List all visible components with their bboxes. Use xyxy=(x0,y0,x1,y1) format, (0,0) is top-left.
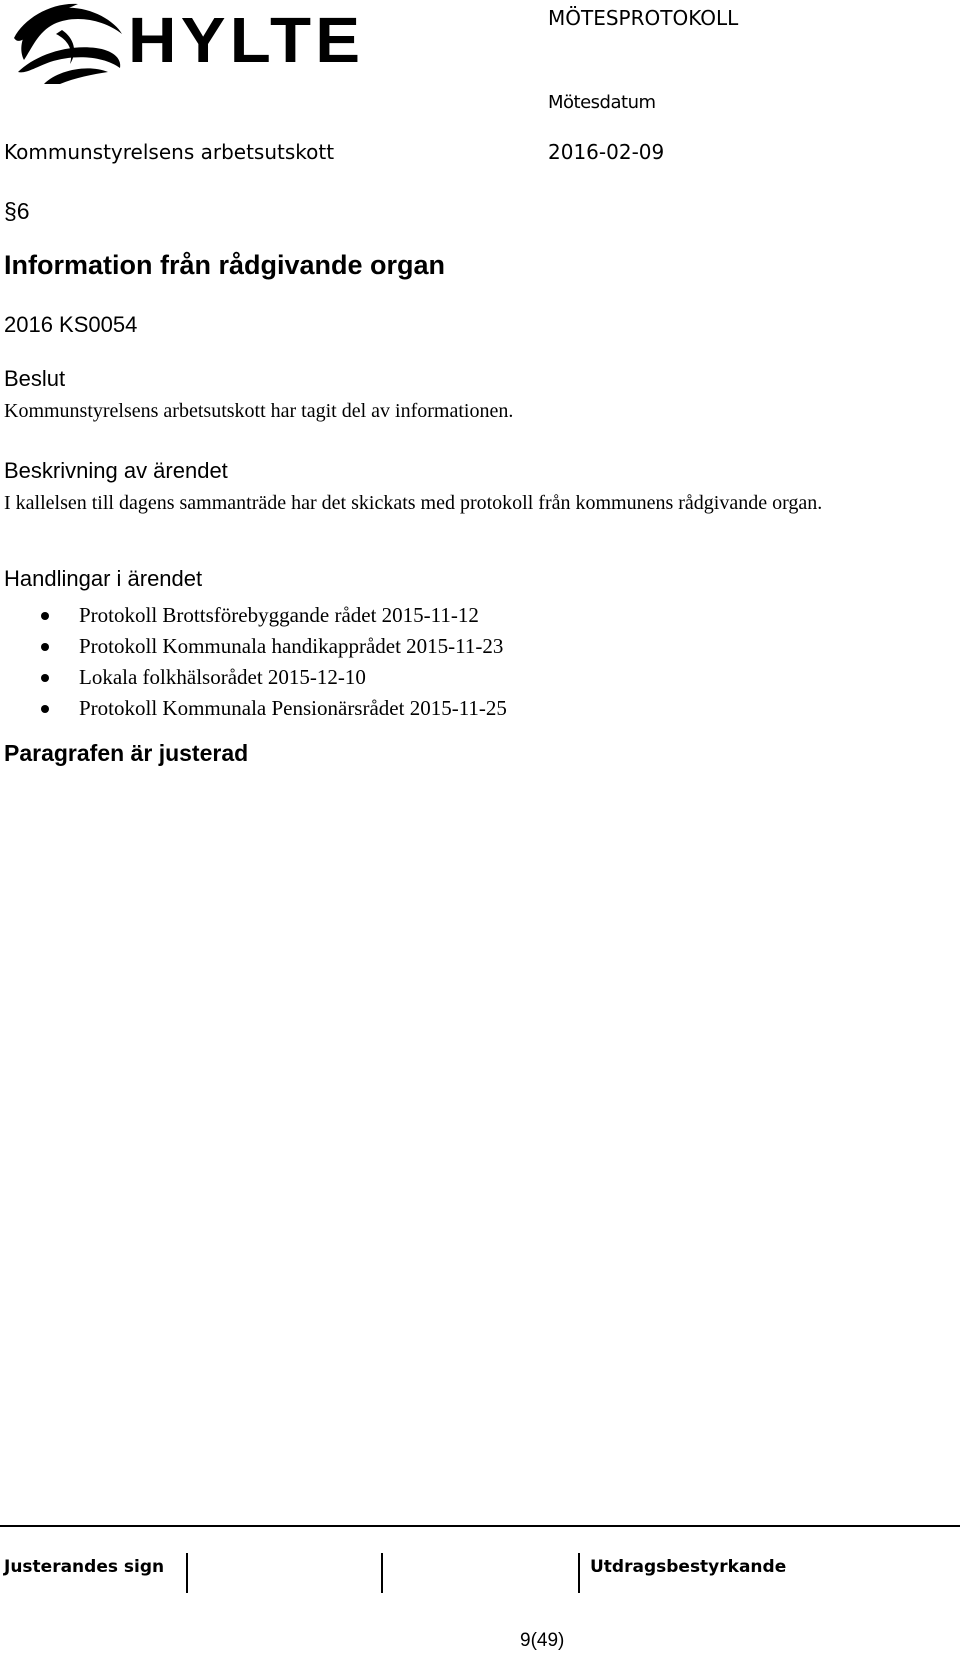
decision-heading: Beslut xyxy=(4,366,66,391)
footer-divider xyxy=(0,1525,960,1527)
committee-name: Kommunstyrelsens arbetsutskott xyxy=(4,140,335,164)
extract-certification-label: Utdragsbestyrkande xyxy=(590,1557,787,1577)
meeting-date: 2016-02-09 xyxy=(548,140,665,164)
document-title: Protokoll Brottsförebyggande rådet 2015-11-12 xyxy=(79,603,479,627)
signature-box-divider xyxy=(186,1553,188,1593)
logo-emblem-icon xyxy=(14,4,122,84)
bullet-icon xyxy=(41,643,49,651)
bullet-icon xyxy=(41,612,49,620)
logo-wordmark: HYLTE xyxy=(128,4,365,76)
document-title: Protokoll Kommunala handikapprådet 2015-11-23 xyxy=(79,634,504,658)
bullet-icon xyxy=(41,674,49,682)
signature-box-divider xyxy=(578,1553,580,1593)
item-title: Information från rådgivande organ xyxy=(4,250,446,280)
document-title: Protokoll Kommunala Pensionärsrådet 2015-11-25 xyxy=(79,696,507,720)
description-heading: Beskrivning av ärendet xyxy=(4,458,228,483)
decision-text: Kommunstyrelsens arbetsutskott har tagit del av informationen. xyxy=(4,400,514,422)
bullet-icon xyxy=(41,705,49,713)
document-title: Lokala folkhälsorådet 2015-12-10 xyxy=(79,665,366,689)
meeting-date-label: Mötesdatum xyxy=(548,92,656,113)
document-type: MÖTESPROTOKOLL xyxy=(548,6,739,30)
signature-label: Justerandes sign xyxy=(4,1557,165,1577)
section-number: §6 xyxy=(4,198,30,224)
documents-heading: Handlingar i ärendet xyxy=(4,566,203,591)
case-number: 2016 KS0054 xyxy=(4,312,138,337)
description-text: I kallelsen till dagens sammanträde har det skickats med protokoll från kommunens rådgivande organ. xyxy=(4,492,823,514)
page-number: 9(49) xyxy=(520,1630,565,1651)
signature-box-divider xyxy=(381,1553,383,1593)
adjusted-note: Paragrafen är justerad xyxy=(4,740,249,766)
